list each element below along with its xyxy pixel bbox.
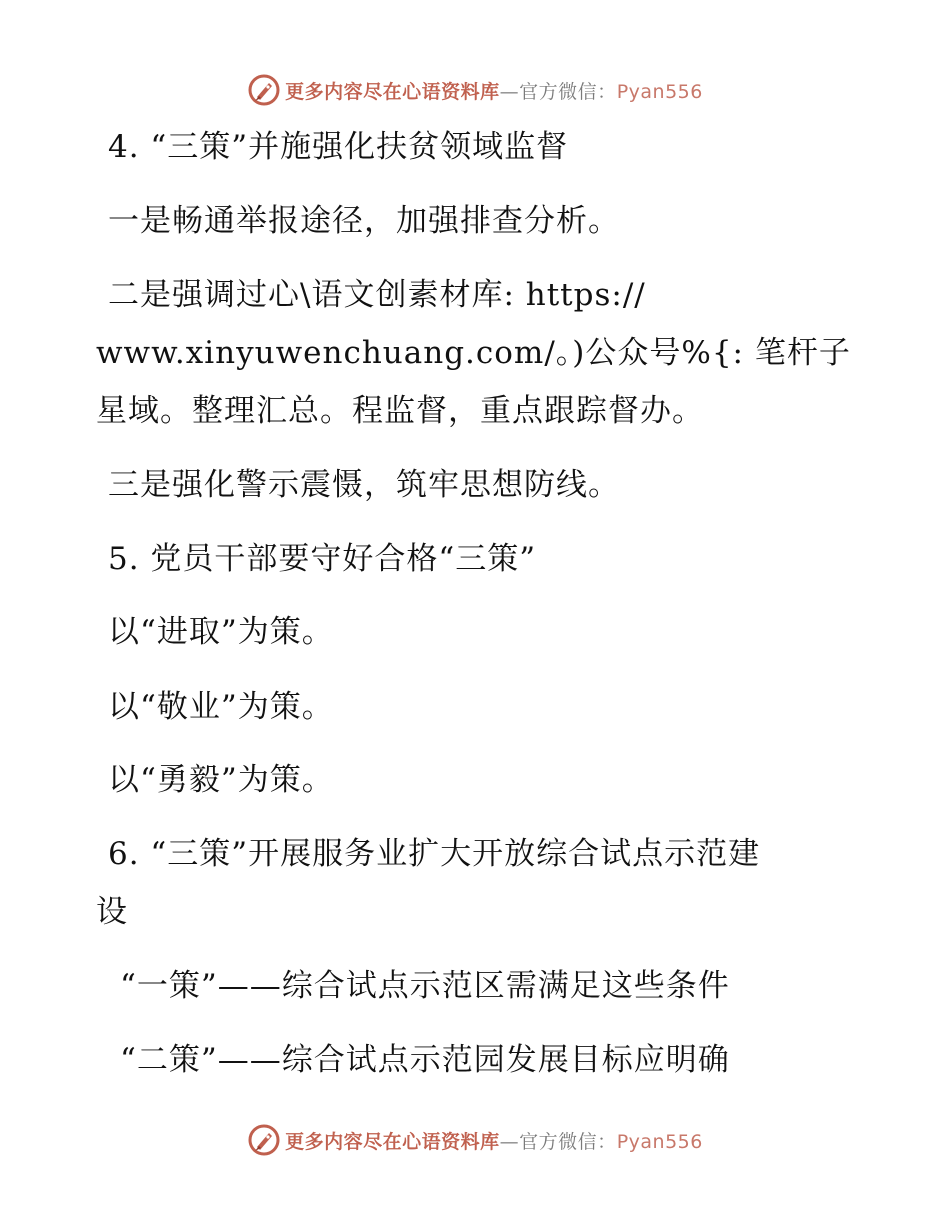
paragraph-line: 三是强化警示震慑，筑牢思想防线。: [108, 467, 620, 503]
banner-text: [285, 1127, 703, 1154]
pen-nib-icon: [247, 73, 281, 107]
paragraph-line: 星域。整理汇总。程监督，重点跟踪督办。: [96, 393, 704, 429]
paragraph-line: 一是畅通举报途径，加强排查分析。: [108, 203, 620, 239]
banner-left-text: 更多内容尽在心语资料库: [285, 1130, 500, 1153]
banner-mid-text: 官方微信：: [519, 1130, 617, 1153]
paragraph-line: “二策”——综合试点示范园发展目标应明确: [120, 1042, 730, 1078]
heading-item-6: 6. “三策”开展服务业扩大开放综合试点示范建: [108, 836, 761, 872]
paragraph-line: 设: [96, 894, 128, 930]
heading-item-5: 5. 党员干部要守好合格“三策”: [108, 541, 537, 577]
banner-text: [285, 77, 703, 104]
paragraph-line: 以“勇毅”为策。: [108, 762, 334, 798]
paragraph-line: 二是强调过心\语文创素材库: https://: [108, 277, 646, 313]
banner-handle: Pyan556: [616, 80, 703, 103]
banner-separator: —: [499, 1130, 520, 1153]
footer-watermark-banner: [0, 1120, 950, 1160]
paragraph-line: www.xinyuwenchuang.com/。)公众号%{: 笔杆子: [96, 335, 851, 371]
banner-mid-text: 官方微信：: [519, 80, 617, 103]
header-watermark-banner: [0, 70, 950, 110]
pen-nib-icon: [247, 1123, 281, 1157]
heading-item-4: 4. “三策”并施强化扶贫领域监督: [108, 129, 569, 165]
banner-left-text: 更多内容尽在心语资料库: [285, 80, 500, 103]
paragraph-line: “一策”——综合试点示范区需满足这些条件: [120, 968, 730, 1004]
banner-handle: Pyan556: [616, 1130, 703, 1153]
paragraph-line: 以“敬业”为策。: [108, 689, 334, 725]
banner-separator: —: [499, 80, 520, 103]
paragraph-line: 以“进取”为策。: [108, 614, 334, 650]
